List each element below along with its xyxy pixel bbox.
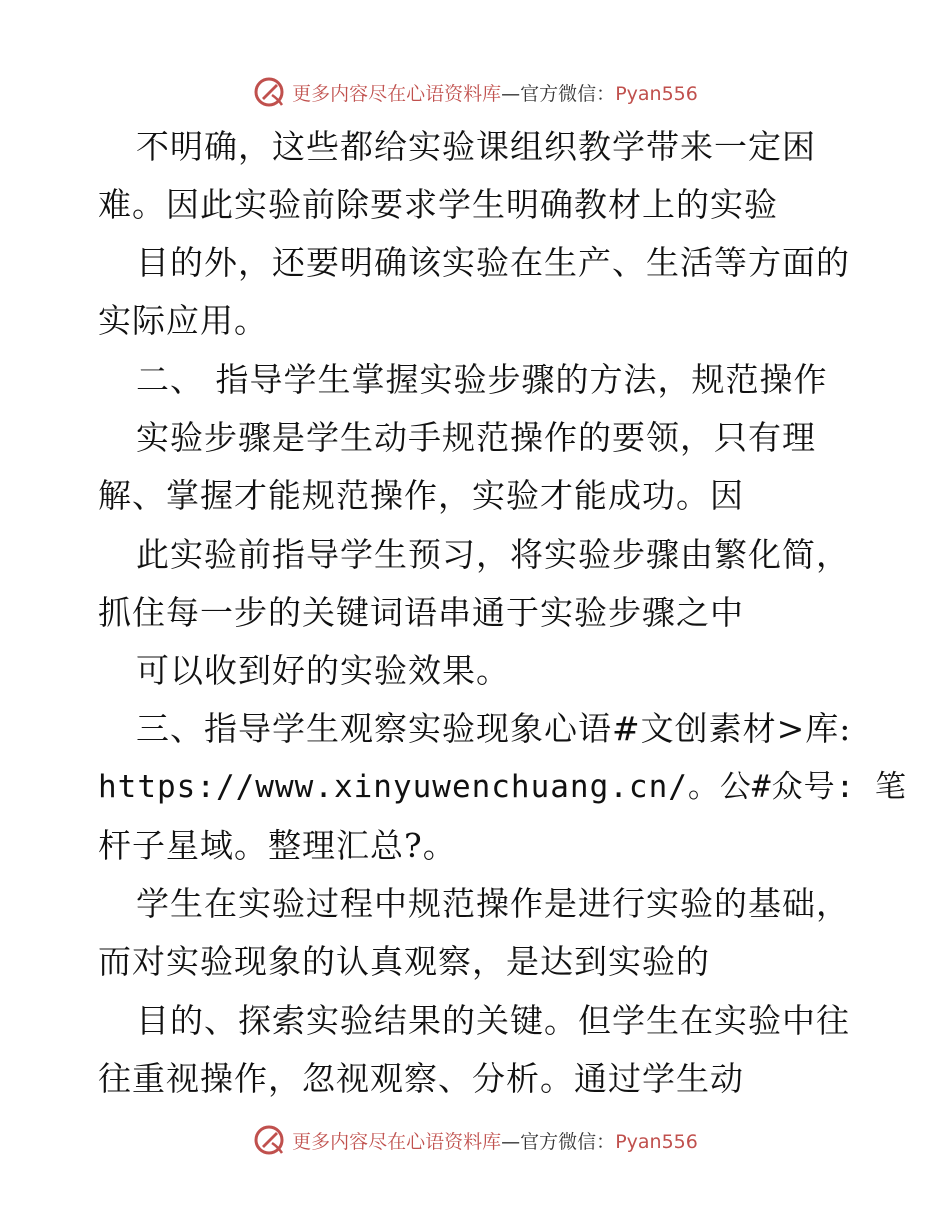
text-line: 实际应用。 (98, 301, 268, 340)
header-banner-text: 更多内容尽在心语资料库—官方微信：Pyan556 (292, 82, 698, 105)
text-line: 学生在实验过程中规范操作是进行实验的基础， (136, 884, 850, 923)
text-line: 目的外，还要明确该实验在生产、生活等方面的 (136, 243, 850, 282)
text-line: 实验步骤是学生动手规范操作的要领，只有理 (136, 418, 816, 457)
text-line: 而对实验现象的认真观察，是达到实验的 (98, 942, 710, 981)
logo-icon (252, 1123, 286, 1157)
text-line: 杆子星域。整理汇总?。 (98, 826, 457, 865)
text-line: 此实验前指导学生预习，将实验步骤由繁化简， (136, 535, 850, 574)
text-line: 往重视操作，忽视观察、分析。通过学生动 (98, 1059, 744, 1098)
text-line: 目的、探索实验结果的关键。但学生在实验中往 (136, 1001, 850, 1040)
text-line: 可以收到好的实验效果。 (136, 651, 510, 690)
url-text-line: https://www.xinyuwenchuang.cn/。公#众号: 笔 (98, 769, 907, 805)
text-line: 不明确，这些都给实验课组织教学带来一定困 (136, 127, 816, 166)
footer-banner (0, 1120, 950, 1160)
text-line: 难。因此实验前除要求学生明确教材上的实验 (98, 185, 778, 224)
text-line: 抓住每一步的关键词语串通于实验步骤之中 (98, 593, 744, 632)
logo-icon (252, 75, 286, 109)
header-banner (0, 72, 950, 112)
footer-banner-text: 更多内容尽在心语资料库—官方微信：Pyan556 (292, 1130, 698, 1153)
section-heading: 二、 指导学生掌握实验步骤的方法，规范操作 (136, 360, 828, 399)
section-heading: 三、指导学生观察实验现象心语#文创素材>库: (136, 709, 852, 748)
text-line: 解、掌握才能规范操作，实验才能成功。因 (98, 476, 744, 515)
